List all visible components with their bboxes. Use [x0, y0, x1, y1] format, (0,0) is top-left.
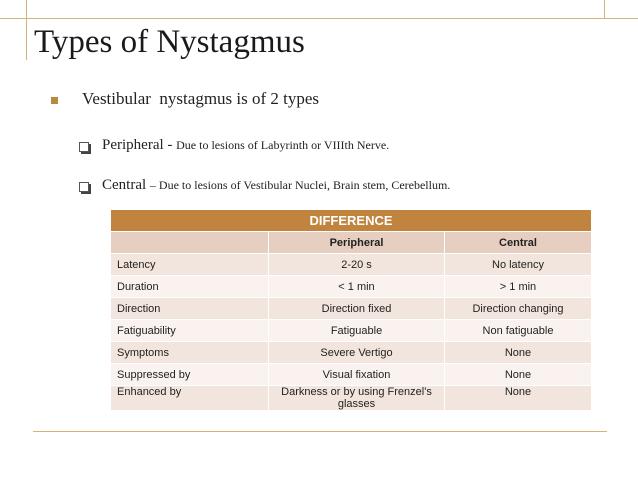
checkbox-bullet-icon [79, 182, 89, 192]
sub-bullet-label: Central [102, 177, 150, 193]
table-cell: Latency [111, 254, 269, 276]
table-cell: Duration [111, 276, 269, 298]
right-accent-line [604, 0, 605, 18]
table-row [111, 342, 592, 364]
table-cell: None [445, 342, 592, 364]
sub-bullet-peripheral [102, 137, 389, 154]
table-cell: < 1 min [269, 276, 445, 298]
table-cell: Enhanced by [111, 386, 269, 411]
bottom-divider [33, 431, 607, 432]
difference-table [110, 209, 592, 411]
main-bullet-text: Vestibular nystagmus is of 2 types [82, 89, 320, 108]
table-cell: Direction fixed [269, 298, 445, 320]
sub-bullet-label: Peripheral - [102, 137, 177, 153]
table-cell: > 1 min [445, 276, 592, 298]
sub-bullet-central [102, 177, 450, 194]
table-header-row [111, 232, 592, 254]
table-row [111, 254, 592, 276]
table-cell: Direction changing [445, 298, 592, 320]
table-row [111, 320, 592, 342]
column-header [111, 232, 269, 254]
table-row [111, 364, 592, 386]
slide-title: Types of Nystagmus [34, 24, 305, 60]
table-cell: Symptoms [111, 342, 269, 364]
table-cell: None [445, 364, 592, 386]
table-title-row [111, 210, 592, 232]
square-bullet-icon [51, 97, 58, 104]
table-cell: Visual fixation [269, 364, 445, 386]
table-row [111, 276, 592, 298]
table-cell: 2-20 s [269, 254, 445, 276]
left-accent-line [26, 0, 27, 60]
top-divider [0, 18, 638, 19]
column-header: Peripheral [269, 232, 445, 254]
table-cell: Darkness or by using Frenzel's glasses [269, 386, 445, 411]
column-header: Central [445, 232, 592, 254]
table-cell: None [445, 386, 592, 411]
table-cell: Non fatiguable [445, 320, 592, 342]
table-cell: Fatiguability [111, 320, 269, 342]
sub-bullet-detail: – Due to lesions of Vestibular Nuclei, Brain stem, Cerebellum. [149, 178, 451, 192]
table-cell: No latency [445, 254, 592, 276]
table-row [111, 298, 592, 320]
table-cell: Fatiguable [269, 320, 445, 342]
table-row [111, 386, 592, 411]
table-cell: Severe Vertigo [269, 342, 445, 364]
table-title: DIFFERENCE [111, 210, 592, 232]
checkbox-bullet-icon [79, 142, 89, 152]
table-cell: Suppressed by [111, 364, 269, 386]
table-cell: Direction [111, 298, 269, 320]
sub-bullet-detail: Due to lesions of Labyrinth or VIIIth Nerve. [176, 138, 390, 152]
